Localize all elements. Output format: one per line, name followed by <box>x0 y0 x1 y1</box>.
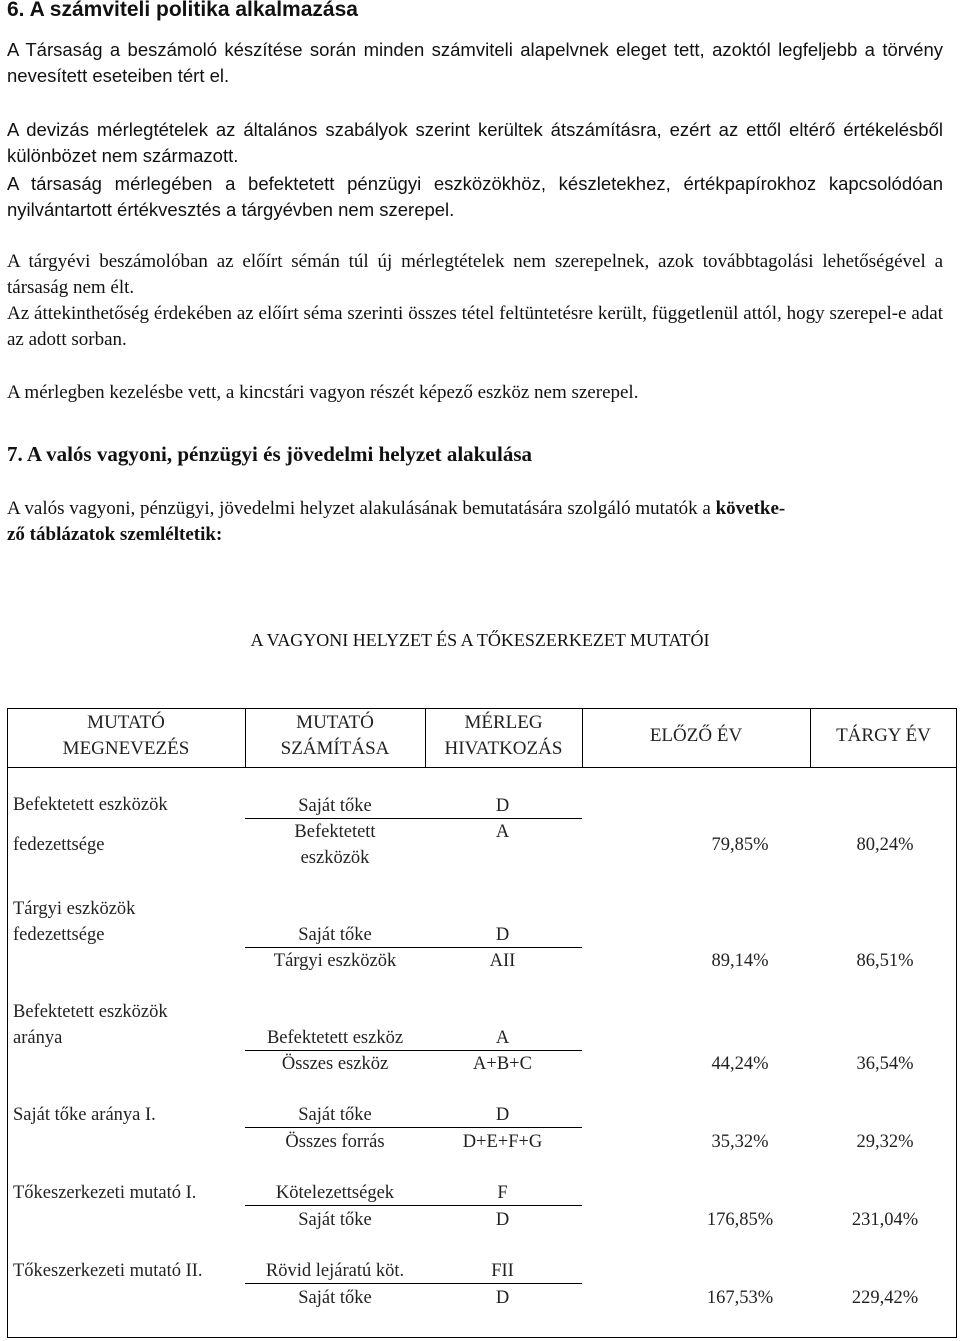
previous-year-value: 44,24% <box>711 1054 769 1074</box>
column-header-line: HIVATKOZÁS <box>444 738 563 759</box>
indicator-name: Befektetett eszközök <box>13 1002 168 1022</box>
current-year-value: 229,42% <box>851 1288 919 1308</box>
column-header-line: MUTATÓ <box>296 712 374 733</box>
paragraph: A Társaság a beszámoló készítése során minden számviteli alapelvnek eleget tett, azoktól legfeljebb a törvény nevesített eseteiben tért el. <box>7 39 943 86</box>
indicator-name: fedezettsége <box>13 835 105 855</box>
balance-ref-numerator: FII <box>491 1261 514 1281</box>
column-header <box>7 710 245 762</box>
paragraph: A társaság mérlegében a befektetett pénzügyi eszközökhöz, készletekhez, értékpapírokhoz kapcsolódóan nyilvántartott értékvesztés a tárgyévben nem szerepel. <box>7 173 943 220</box>
intro-text: A valós vagyoni, pénzügyi, jövedelmi helyzet alakulásának bemutatására szolgáló mutatók a <box>7 498 716 519</box>
indicator-name: Tőkeszerkezeti mutató I. <box>13 1183 197 1203</box>
formula-denominator: Tárgyi eszközök <box>273 951 397 971</box>
column-header: ELŐZŐ ÉV <box>649 725 743 746</box>
formula-denominator: Befektetett <box>294 822 376 842</box>
formula-denominator: Saját tőke <box>298 1288 372 1308</box>
current-year-value: 231,04% <box>851 1210 919 1230</box>
current-year-value: 36,54% <box>856 1054 914 1074</box>
balance-ref-numerator: D <box>495 925 510 945</box>
section-heading: 7. A valós vagyoni, pénzügyi és jövedelmi helyzet alakulása <box>7 442 533 466</box>
previous-year-value: 167,53% <box>706 1288 774 1308</box>
indicator-name: Tárgyi eszközök <box>13 899 136 919</box>
column-header: TÁRGY ÉV <box>836 725 931 746</box>
column-header-line: MÉRLEG <box>464 712 543 733</box>
column-header-line: MUTATÓ <box>87 712 165 733</box>
indicator-name: aránya <box>13 1028 63 1048</box>
formula-denominator: Összes eszköz <box>281 1054 389 1074</box>
balance-ref-denominator: AII <box>489 951 516 971</box>
balance-ref-denominator: A+B+C <box>473 1054 532 1074</box>
formula-numerator: Kötelezettségek <box>275 1183 395 1203</box>
header-divider <box>7 767 957 768</box>
indicator-name: fedezettsége <box>13 925 105 945</box>
table-title: A VAGYONI HELYZET ÉS A TŐKESZERKEZET MUTATÓI <box>250 630 710 650</box>
formula-numerator: Rövid lejáratú köt. <box>265 1261 405 1281</box>
paragraph: Az áttekinthetőség érdekében az előírt séma szerinti összes tétel feltüntetésre került, függetlenül attól, hogy szerepel-e adat az adott sorban. <box>7 303 943 350</box>
paragraph: A tárgyévi beszámolóban az előírt sémán túl új mérlegtételek nem szerepelnek, azok továbbtagolási lehetőségével a társaság nem élt. <box>7 251 943 298</box>
balance-ref-denominator: D <box>495 1210 510 1230</box>
column-header <box>245 710 425 762</box>
previous-year-value: 176,85% <box>706 1210 774 1230</box>
indicator-name: Tőkeszerkezeti mutató II. <box>13 1261 203 1281</box>
intro-bold-text: ző táblázatok szemléltetik: <box>7 524 223 545</box>
intro-bold-text: követke- <box>715 498 786 519</box>
previous-year-value: 79,85% <box>711 835 769 855</box>
paragraph: A mérlegben kezelésbe vett, a kincstári vagyon részét képező eszköz nem szerepel. <box>7 382 639 403</box>
indicator-name: Saját tőke aránya I. <box>13 1105 156 1125</box>
formula-denominator: Saját tőke <box>298 1210 372 1230</box>
formula-numerator: Saját tőke <box>298 796 372 816</box>
column-header-line: SZÁMÍTÁSA <box>280 738 390 759</box>
formula-numerator: Befektetett eszköz <box>266 1028 404 1048</box>
balance-ref-denominator: D+E+F+G <box>462 1132 543 1152</box>
balance-ref-numerator: D <box>495 796 510 816</box>
intro-paragraph <box>7 496 947 548</box>
balance-ref-denominator: D <box>495 1288 510 1308</box>
formula-denominator: eszközök <box>300 848 370 868</box>
current-year-value: 80,24% <box>856 835 914 855</box>
indicator-name: Befektetett eszközök <box>13 795 168 815</box>
column-header-line: MEGNEVEZÉS <box>62 738 190 759</box>
column-header <box>425 710 582 762</box>
previous-year-value: 35,32% <box>711 1132 769 1152</box>
balance-ref-numerator: A <box>495 1028 510 1048</box>
balance-ref-numerator: D <box>495 1105 510 1125</box>
formula-numerator: Saját tőke <box>298 925 372 945</box>
current-year-value: 86,51% <box>856 951 914 971</box>
previous-year-value: 89,14% <box>711 951 769 971</box>
formula-numerator: Saját tőke <box>298 1105 372 1125</box>
balance-ref-numerator: F <box>497 1183 508 1203</box>
current-year-value: 29,32% <box>856 1132 914 1152</box>
formula-denominator: Összes forrás <box>285 1132 385 1152</box>
paragraph: A devizás mérlegtételek az általános szabályok szerint kerültek átszámításra, ezért az ettől eltérő értékelésből különbözet nem származott. <box>7 119 943 166</box>
section-heading: 6. A számviteli politika alkalmazása <box>7 0 358 21</box>
balance-ref-denominator: A <box>495 822 510 842</box>
